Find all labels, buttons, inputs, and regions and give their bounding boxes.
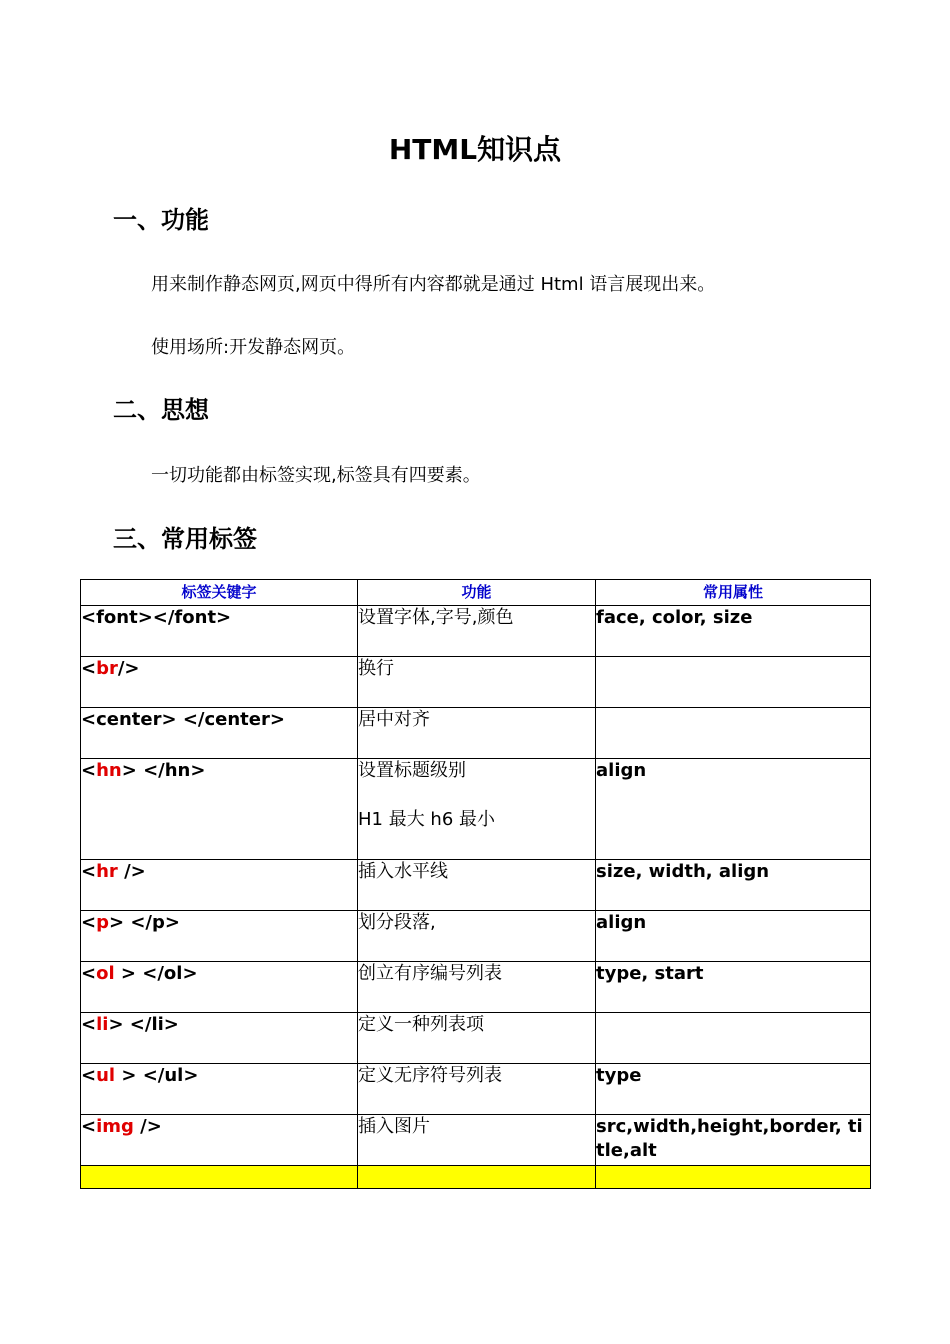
function-cell: 插入水平线 — [358, 860, 596, 911]
keyword-cell: <ul > </ul> — [81, 1064, 358, 1115]
attributes-cell: size, width, align — [596, 860, 871, 911]
header-keyword: 标签关键字 — [81, 580, 358, 606]
keyword-cell: <hn> </hn> — [81, 759, 358, 860]
keyword-cell: <hr /> — [81, 860, 358, 911]
attributes-cell: type, start — [596, 962, 871, 1013]
keyword-cell: <ol > </ol> — [81, 962, 358, 1013]
function-cell: 定义无序符号列表 — [358, 1064, 596, 1115]
keyword-cell: <center> </center> — [81, 708, 358, 759]
attributes-cell — [596, 1013, 871, 1064]
table-row — [81, 1115, 871, 1166]
keyword-cell: <p> </p> — [81, 911, 358, 962]
table-row — [81, 708, 871, 759]
function-cell: 创立有序编号列表 — [358, 962, 596, 1013]
section-function-paragraph-2: 使用场所:开发静态网页。 — [151, 337, 356, 358]
keyword-cell: <img /> — [81, 1115, 358, 1166]
function-cell — [358, 759, 596, 860]
page-title: HTML知识点 — [388, 133, 562, 166]
table-row — [81, 962, 871, 1013]
attributes-cell — [596, 657, 871, 708]
table-row — [81, 657, 871, 708]
attributes-cell: face, color, size — [596, 606, 871, 657]
empty-cell — [81, 1166, 358, 1189]
function-cell: 换行 — [358, 657, 596, 708]
header-function: 功能 — [358, 580, 596, 606]
header-attributes: 常用属性 — [596, 580, 871, 606]
function-cell: 设置字体,字号,颜色 — [358, 606, 596, 657]
table-row — [81, 759, 871, 860]
function-cell: 定义一种列表项 — [358, 1013, 596, 1064]
table-row — [81, 860, 871, 911]
table-row — [81, 1013, 871, 1064]
keyword-cell: <li> </li> — [81, 1013, 358, 1064]
section-heading-tags: 三、常用标签 — [113, 525, 257, 553]
table-row — [81, 911, 871, 962]
section-heading-function: 一、功能 — [113, 206, 209, 234]
function-cell: 居中对齐 — [358, 708, 596, 759]
function-cell: 插入图片 — [358, 1115, 596, 1166]
attributes-cell: type — [596, 1064, 871, 1115]
empty-cell — [596, 1166, 871, 1189]
empty-cell — [358, 1166, 596, 1189]
attributes-cell: align — [596, 759, 871, 860]
section-function-paragraph-1: 用来制作静态网页,网页中得所有内容都就是通过 Html 语言展现出来。 — [151, 274, 716, 295]
attributes-cell — [596, 708, 871, 759]
function-line-2: H1 最大 h6 最小 — [358, 809, 496, 830]
attributes-cell: align — [596, 911, 871, 962]
tags-table — [80, 579, 871, 1189]
function-cell: 划分段落, — [358, 911, 596, 962]
highlighted-empty-row — [81, 1166, 871, 1189]
function-line-1: 设置标题级别 — [358, 760, 466, 781]
table-row — [81, 606, 871, 657]
keyword-cell: <font></font> — [81, 606, 358, 657]
table-header-row — [81, 580, 871, 606]
table-row — [81, 1064, 871, 1115]
keyword-cell: <br/> — [81, 657, 358, 708]
section-heading-idea: 二、思想 — [113, 396, 209, 424]
attributes-cell: src,width,height,border, title,alt — [596, 1115, 871, 1166]
section-idea-paragraph: 一切功能都由标签实现,标签具有四要素。 — [151, 465, 481, 486]
